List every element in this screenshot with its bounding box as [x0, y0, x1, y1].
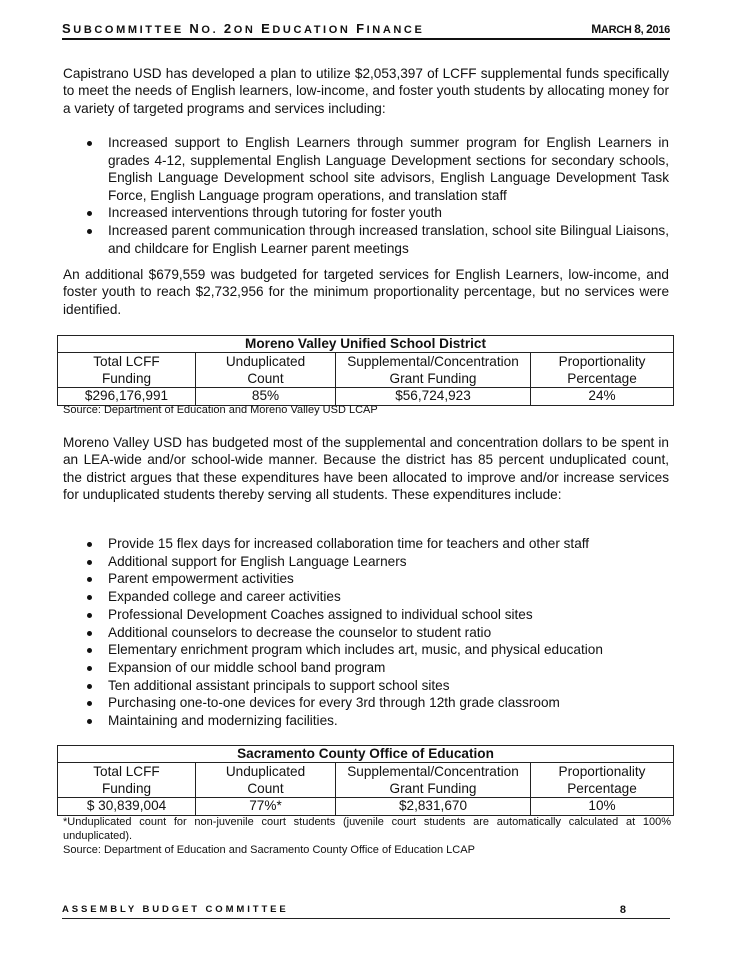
page-header — [62, 22, 670, 40]
cell-total-lcff: $296,176,991 — [58, 388, 196, 406]
table-header-row — [58, 763, 674, 798]
table-title: Moreno Valley Unified School District — [58, 336, 674, 353]
moreno-intro-paragraph: Moreno Valley USD has budgeted most of the supplemental and concentration dollars to be spent in an LEA-wide and/or school-wide manner. Because the district has 85 percent unduplicated count, the district argues that these expenditures have been allocated to improve and/or increase services for unduplicated students thereby serving all students. These expenditures include: — [63, 435, 669, 503]
bullet-icon — [87, 631, 92, 636]
column-header-supplemental: Supplemental/Concentration Grant Funding — [336, 763, 531, 798]
list-item-text: Additional support for English Language Learners — [108, 553, 407, 569]
list-item-text: Increased support to English Learners through summer program for English Learners in grades 4-12, supplemental English Language Development sections for secondary schools, English Language Development school site advisors, English Language Development Task Force, English Language program operations, and translation staff — [108, 135, 669, 203]
list-item — [63, 694, 669, 712]
capistrano-bullet-list — [63, 134, 669, 257]
table-title: Sacramento County Office of Education — [58, 746, 674, 763]
list-item — [63, 712, 669, 730]
table-header-row — [58, 353, 674, 388]
moreno-table-source: Source: Department of Education and Moreno Valley USD LCAP — [63, 404, 378, 416]
sacramento-table-footnote: *Unduplicated count for non-juvenile court students (juvenile court students are automatically calculated at 100% unduplicated). — [63, 816, 671, 842]
moreno-bullet-list — [63, 535, 669, 730]
bullet-icon — [87, 141, 92, 146]
list-item — [63, 659, 669, 677]
table-row — [58, 388, 674, 406]
list-item — [63, 204, 669, 222]
list-item-text: Parent empowerment activities — [108, 571, 294, 587]
header-title-text: SUBCOMMITTEE NO. 2ON EDUCATION FINANCE — [62, 21, 425, 36]
list-item — [63, 535, 669, 553]
cell-supplemental: $56,724,923 — [336, 388, 531, 406]
list-item-text: Increased parent communication through increased translation, school site Bilingual Liaisons, and childcare for English Learner parent meetings — [108, 222, 669, 256]
cell-supplemental: $2,831,670 — [336, 798, 531, 816]
bullet-icon — [87, 542, 92, 547]
sacramento-table-source: Source: Department of Education and Sacramento County Office of Education LCAP — [63, 844, 475, 856]
list-item-text: Additional counselors to decrease the counselor to student ratio — [108, 624, 492, 640]
bullet-icon — [87, 211, 92, 216]
column-header-total-lcff: Total LCFF Funding — [58, 763, 196, 798]
cell-proportionality: 10% — [531, 798, 674, 816]
bullet-icon — [87, 229, 92, 234]
column-header-total-lcff: Total LCFF Funding — [58, 353, 196, 388]
list-item-text: Maintaining and modernizing facilities. — [108, 713, 338, 729]
footer-committee-name: ASSEMBLY BUDGET COMMITTEE — [62, 904, 289, 915]
list-item — [63, 606, 669, 624]
list-item-text: Increased interventions through tutoring for foster youth — [108, 205, 442, 221]
list-item — [63, 588, 669, 606]
list-item-text: Expansion of our middle school band program — [108, 659, 386, 675]
column-header-unduplicated: Unduplicated Count — [196, 763, 336, 798]
list-item-text: Purchasing one-to-one devices for every 3rd through 12th grade classroom — [108, 695, 560, 711]
cell-total-lcff: $ 30,839,004 — [58, 798, 196, 816]
bullet-icon — [87, 613, 92, 618]
cell-unduplicated: 77%* — [196, 798, 336, 816]
bullet-icon — [87, 719, 92, 724]
bullet-icon — [87, 648, 92, 653]
table-title-row — [58, 336, 674, 353]
sacramento-table — [57, 745, 674, 816]
list-item — [63, 641, 669, 659]
capistrano-intro-paragraph: Capistrano USD has developed a plan to utilize $2,053,397 of LCFF supplemental funds specifically to meet the needs of English learners, low-income, and foster youth students by allocating money for a variety of targeted programs and services including: — [63, 66, 669, 116]
list-item-text: Professional Development Coaches assigned to individual school sites — [108, 606, 533, 622]
list-item — [63, 134, 669, 204]
column-header-supplemental: Supplemental/Concentration Grant Funding — [336, 353, 531, 388]
list-item — [63, 677, 669, 695]
list-item-text: Elementary enrichment program which includes art, music, and physical education — [108, 642, 603, 658]
page-number: 8 — [619, 904, 626, 916]
header-date — [591, 22, 670, 37]
bullet-icon — [87, 666, 92, 671]
table-title-row — [58, 746, 674, 763]
table-row — [58, 798, 674, 816]
list-item-text: Provide 15 flex days for increased collaboration time for teachers and other staff — [108, 536, 590, 551]
list-item-text: Ten additional assistant principals to support school sites — [108, 677, 450, 693]
bullet-icon — [87, 595, 92, 600]
header-date-text: MARCH 8, 2016 — [591, 22, 670, 36]
column-header-unduplicated: Unduplicated Count — [196, 353, 336, 388]
column-header-proportionality: Proportionality Percentage — [531, 353, 674, 388]
bullet-icon — [87, 684, 92, 689]
list-item — [63, 570, 669, 588]
page-footer — [62, 904, 670, 919]
cell-unduplicated: 85% — [196, 388, 336, 406]
list-item — [63, 624, 669, 642]
additional-budget-paragraph: An additional $679,559 was budgeted for targeted services for English Learners, low-income, and foster youth to reach $2,732,956 for the minimum proportionality percentage, but no services were identified. — [63, 267, 669, 317]
list-item-text: Expanded college and career activities — [108, 589, 341, 605]
bullet-icon — [87, 560, 92, 565]
list-item — [63, 222, 669, 257]
header-title — [62, 22, 424, 37]
list-item — [63, 553, 669, 571]
cell-proportionality: 24% — [531, 388, 674, 406]
bullet-icon — [87, 701, 92, 706]
moreno-valley-table — [57, 335, 674, 406]
column-header-proportionality: Proportionality Percentage — [531, 763, 674, 798]
bullet-icon — [87, 577, 92, 582]
